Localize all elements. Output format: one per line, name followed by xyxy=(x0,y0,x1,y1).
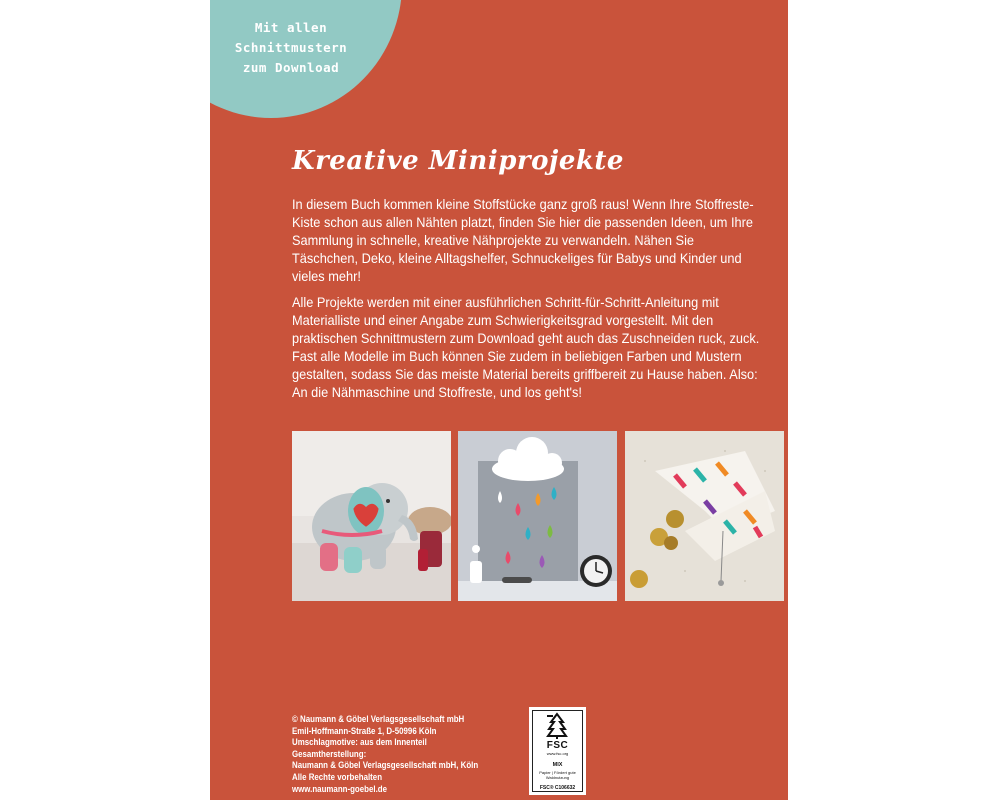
book-back-cover xyxy=(210,0,788,800)
fsc-name: FSC xyxy=(546,740,569,751)
fsc-tree-icon xyxy=(543,712,571,740)
blurb xyxy=(292,196,762,410)
badge-line: Schnittmustern xyxy=(234,40,348,55)
imprint-line: Gesamtherstellung: xyxy=(292,748,367,759)
photo-strip xyxy=(292,431,785,601)
cover-title: Kreative Miniprojekte xyxy=(292,146,624,176)
download-badge-text xyxy=(210,18,372,78)
photo-elephant xyxy=(292,431,451,601)
blurb-paragraph: In diesem Buch kommen kleine Stoffstücke ganz groß raus! Wenn Ihre Stoffreste-Kiste schon aus allen Nähten platzt, finden Sie hier die passenden Ideen, um Ihre Sammlung in schnelle, kreative Nähprojekte zu verwandeln. Nähen Sie Täschchen, Deko, kleine Alltagshelfer, Schnuckeliges für Babys und Kinder und vieles mehr! xyxy=(292,197,754,284)
fsc-mix: MIX xyxy=(552,762,563,768)
imprint-line: Umschlagmotive: aus dem Innenteil xyxy=(292,737,427,748)
photo-cloud-mobile xyxy=(458,431,617,601)
imprint-line: Alle Rechte vorbehalten xyxy=(292,771,383,782)
badge-line: Mit allen xyxy=(254,20,328,35)
imprint-line: © Naumann & Göbel Verlagsgesellschaft mbH xyxy=(292,714,465,724)
imprint-line: Emil-Hoffmann-Straße 1, D-50996 Köln xyxy=(292,725,437,736)
imprint-line: Naumann & Göbel Verlagsgesellschaft mbH, Köln xyxy=(292,760,479,771)
fsc-license-code: FSC® C106632 xyxy=(539,785,576,791)
photo-coin-purse xyxy=(625,431,784,601)
badge-line: zum Download xyxy=(242,60,340,75)
fsc-url: www.fsc.org xyxy=(546,751,569,756)
fsc-claim: Papier | Fördert gute Waldnutzung xyxy=(539,770,576,780)
imprint xyxy=(292,714,478,795)
publisher-website: www.naumann-goebel.de xyxy=(292,783,387,794)
fsc-label xyxy=(529,707,586,795)
blurb-paragraph: Alle Projekte werden mit einer ausführlichen Schritt-für-Schritt-Anleitung mit Materialliste und einer Angabe zum Schwierigkeitsgrad vorgestellt. Mit den praktischen Schnittmustern zum Download geht auch das Zuschneiden ruck, zuck. Fast alle Modelle im Buch können Sie zudem in beliebigen Farben und Mustern gestalten, sodass Sie das meiste Material bereits griffbereit zu Hause haben. Also: An die Nähmaschine und Stoffreste, und los geht's! xyxy=(292,295,760,400)
